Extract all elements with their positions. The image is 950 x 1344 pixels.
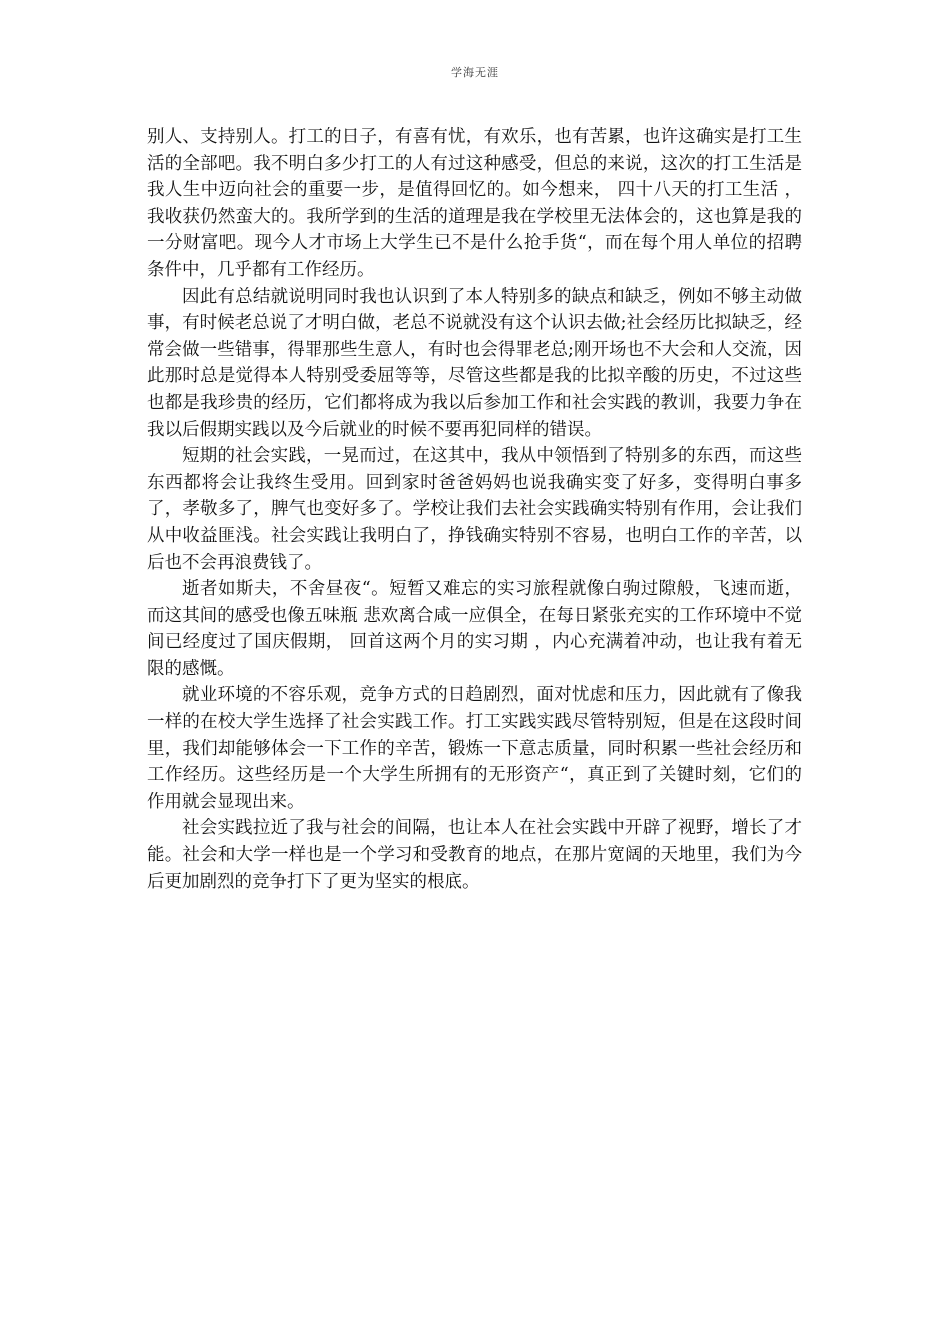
paragraph-1: 别人、支持别人。打工的日子，有喜有忧，有欢乐，也有苦累，也许这确实是打工生活的全部吧。我不明白多少打工的人有过这种感受，但总的来说，这次的打工生活是我人生中迈向社会的重要一步，是值得回忆的。如今想来， 四十八天的打工生活 ，我收获仍然蛮大的。我所学到的生活的道理是我在学校里无法体会的，这也算是我的一分财富吧。现今人才市场上大学生已不是什么抢手货“，而在每个用人单位的招聘条件中，几乎都有工作经历。 bbox=[147, 127, 802, 280]
paragraph-2: 因此有总结就说明同时我也认识到了本人特别多的缺点和缺乏，例如不够主动做事，有时候老总说了才明白做，老总不说就没有这个认识去做;社会经历比拟缺乏，经常会做一些错事，得罪那些生意人，有时也会得罪老总;刚开场也不大会和人交流，因此那时总是觉得本人特别受委屈等等，尽管这些都是我的比拟辛酸的历史，不过这些也都是我珍贵的经历，它们都将成为我以后参加工作和社会实践的教训，我要力争在我以后假期实践以及今后就业的时候不要再犯同样的错误。 bbox=[147, 286, 802, 440]
paragraph-4: 逝者如斯夫，不舍昼夜“。短暂又难忘的实习旅程就像白驹过隙般，飞速而逝，而这其间的感受也像五味瓶 悲欢离合咸一应俱全，在每日紧张充实的工作环境中不觉间已经度过了国庆假期， 回首这两个月的实习期 ，内心充满着冲动，也让我有着无限的感慨。 bbox=[147, 579, 802, 679]
page-header: 学海无涯 bbox=[451, 66, 499, 79]
paragraph-3: 短期的社会实践，一晃而过，在这其中，我从中领悟到了特别多的东西，而这些东西都将会让我终生受用。回到家时爸爸妈妈也说我确实变了好多，变得明白事多了，孝敬多了，脾气也变好多了。学校让我们去社会实践确实特别有作用，会让我们从中收益匪浅。社会实践让我明白了，挣钱确实特别不容易，也明白工作的辛苦，以后也不会再浪费钱了。 bbox=[147, 446, 802, 573]
document-body bbox=[147, 124, 802, 895]
paragraph-6: 社会实践拉近了我与社会的间隔，也让本人在社会实践中开辟了视野，增长了才能。社会和大学一样也是一个学习和受教育的地点，在那片宽阔的天地里，我们为今后更加剧烈的竞争打下了更为坚实的根底。 bbox=[147, 818, 802, 892]
paragraph-5: 就业环境的不容乐观，竞争方式的日趋剧烈，面对忧虑和压力，因此就有了像我一样的在校大学生选择了社会实践工作。打工实践实践尽管特别短，但是在这段时间里，我们却能够体会一下工作的辛苦，锻炼一下意志质量，同时积累一些社会经历和工作经历。这些经历是一个大学生所拥有的无形资产“，真正到了关键时刻，它们的作用就会显现出来。 bbox=[147, 685, 802, 812]
